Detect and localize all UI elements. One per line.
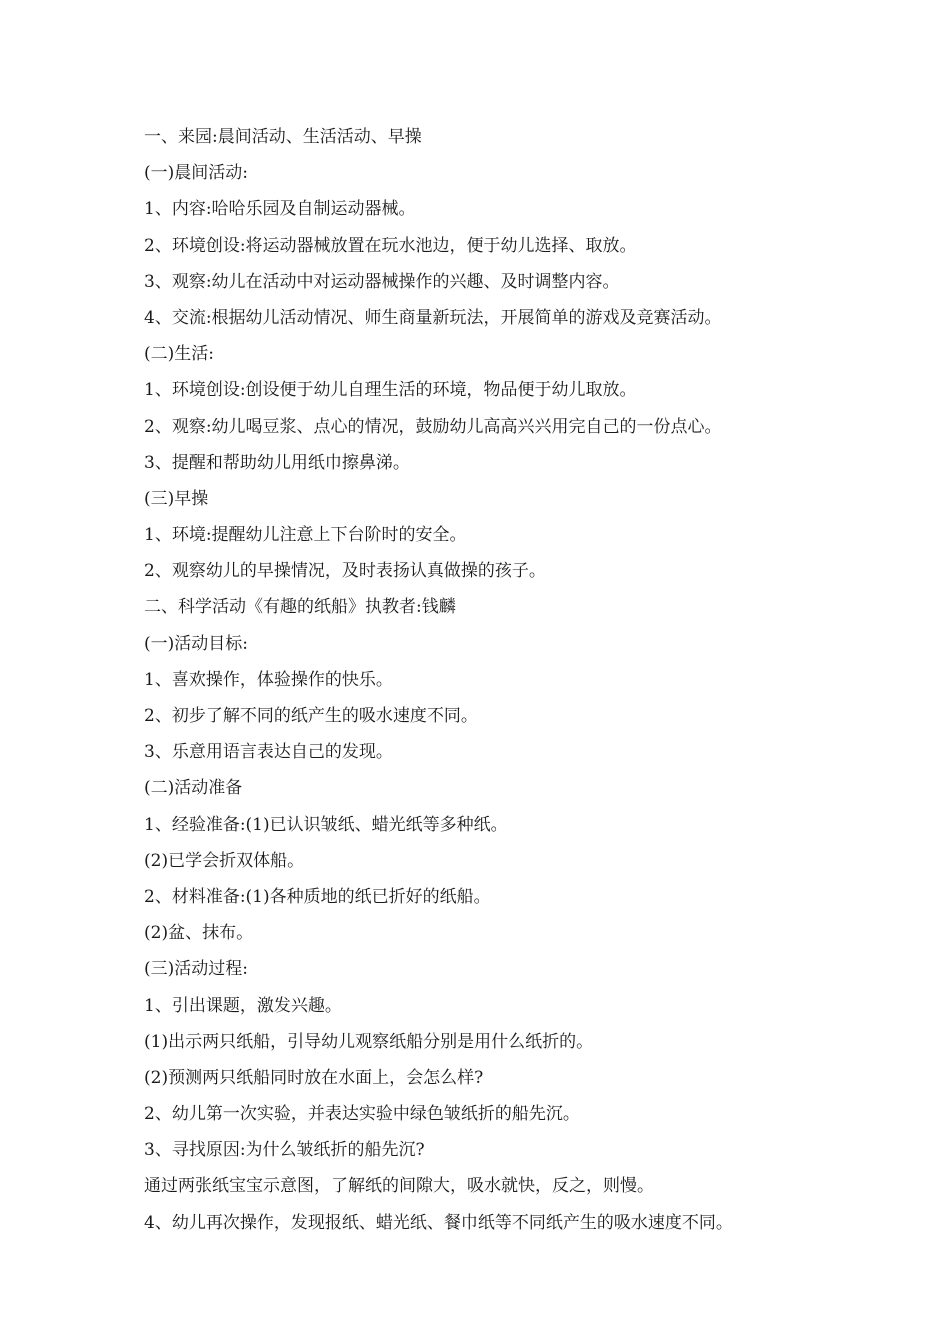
- heading-morning-arrival: 一、来园:晨间活动、生活活动、早操: [144, 127, 422, 147]
- paragraph-line: 1、内容:哈哈乐园及自制运动器械。: [144, 199, 416, 220]
- document-body: [144, 119, 824, 1241]
- paragraph-line: 1、环境创设:创设便于幼儿自理生活的环境，物品便于幼儿取放。: [144, 380, 637, 401]
- paragraph-line: 3、观察:幼儿在活动中对运动器械操作的兴趣、及时调整内容。: [144, 271, 620, 292]
- paragraph-line: 2、材料准备:(1)各种质地的纸已折好的纸船。: [144, 886, 491, 907]
- heading-science-activity: 二、科学活动《有趣的纸船》执教者:钱麟: [144, 597, 456, 618]
- paragraph-line: (1)出示两只纸船，引导幼儿观察纸船分别是用什么纸折的。: [144, 1031, 594, 1052]
- paragraph-line: 通过两张纸宝宝示意图，了解纸的间隙大，吸水就快，反之，则慢。: [144, 1176, 654, 1197]
- paragraph-line: 2、环境创设:将运动器械放置在玩水池边，便于幼儿选择、取放。: [144, 235, 637, 256]
- paragraph-line: 1、喜欢操作，体验操作的快乐。: [144, 669, 393, 690]
- paragraph-line: 2、幼儿第一次实验，并表达实验中绿色皱纸折的船先沉。: [144, 1104, 580, 1125]
- subheading-activity-process: (三)活动过程:: [144, 959, 248, 980]
- paragraph-line: 3、乐意用语言表达自己的发现。: [144, 742, 393, 763]
- paragraph-line: (2)预测两只纸船同时放在水面上，会怎么样?: [144, 1067, 484, 1088]
- paragraph-line: 1、经验准备:(1)已认识皱纸、蜡光纸等多种纸。: [144, 814, 508, 835]
- subheading-morning-exercise: (三)早操: [144, 488, 209, 509]
- paragraph-line: 4、交流:根据幼儿活动情况、师生商量新玩法，开展简单的游戏及竞赛活动。: [144, 307, 722, 328]
- paragraph-line: 1、环境:提醒幼儿注意上下台阶时的安全。: [144, 525, 467, 546]
- paragraph-line: 1、引出课题，激发兴趣。: [144, 995, 342, 1016]
- paragraph-line: 2、观察:幼儿喝豆浆、点心的情况，鼓励幼儿高高兴兴用完自己的一份点心。: [144, 416, 722, 437]
- subheading-daily-life: (二)生活:: [144, 344, 214, 365]
- paragraph-line: (2)已学会折双体船。: [144, 850, 305, 871]
- paragraph-line: (2)盆、抹布。: [144, 923, 254, 944]
- subheading-activity-goals: (一)活动目标:: [144, 633, 248, 654]
- subheading-morning-activity: (一)晨间活动:: [144, 163, 248, 184]
- paragraph-line: 2、初步了解不同的纸产生的吸水速度不同。: [144, 706, 478, 726]
- subheading-activity-preparation: (二)活动准备: [144, 778, 243, 799]
- paragraph-line: 2、观察幼儿的早操情况，及时表扬认真做操的孩子。: [144, 561, 546, 582]
- paragraph-line: 4、幼儿再次操作，发现报纸、蜡光纸、餐巾纸等不同纸产生的吸水速度不同。: [144, 1212, 733, 1233]
- paragraph-line: 3、寻找原因:为什么皱纸折的船先沉?: [144, 1140, 425, 1161]
- paragraph-line: 3、提醒和帮助幼儿用纸巾擦鼻涕。: [144, 452, 410, 473]
